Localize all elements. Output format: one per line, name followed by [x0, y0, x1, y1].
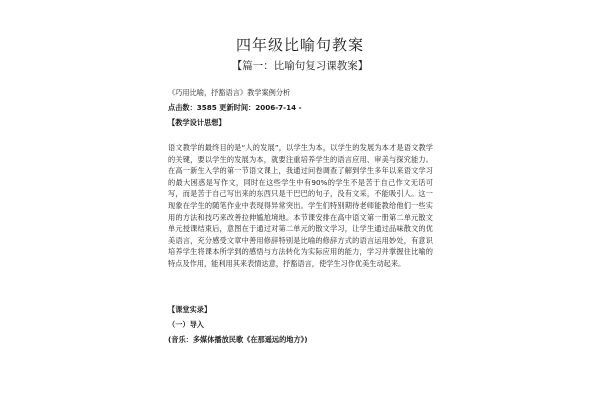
document-subtitle: 【篇一：比喻句复习课教案】 [231, 60, 369, 72]
step-one-heading: （一）导入 [168, 320, 204, 329]
music-line: (音乐：多媒体播放民歌《在那遥远的地方》) [168, 335, 308, 344]
meta-line: 点击数：3585 更新时间：2006-7-14 - [168, 103, 302, 112]
document-title: 四年级比喻句教案 [235, 36, 364, 54]
case-title: 《巧用比喻，抒豁语言》教学案例分析 [168, 88, 291, 97]
design-heading: 【教学设计思想】 [168, 118, 226, 127]
lesson-heading: 【课堂实录】 [168, 305, 212, 314]
body-paragraph: 语文教学的最终目的是“人的发展”，以学生为本，以学生的发展为本才是语文教学的关键，要以学生的发展为本，就要注重培养学生的语言应用、审美与探究能力。在高一新生入学的第一节语文课上，我通过问卷调查了解到学生多年以来语文学习的最大困惑是写作文，同时在这些学生中有90%的学生不是苦于自己作文无话可写，而是苦于自己写出来的东西只是干巴巴的句子，没有文采，不能吸引人。这一现象在学生的随笔作业中表现得异常突出。学生们特别期待老师能教给他们一些实用的方法和技巧来改善拉伸尴尬境地。本节课安排在高中语文第一册第二单元散文单元授课结束后，意图在于通过对第二单元的散文学习，让学生通过品味散文的优美语言，充分感受文章中善用修辞特别是比喻的修辞方式的语言运用妙处，有意识培养学生将课本所学到的感悟与方法转化为实际应用的能力，学习并掌握住比喻的特点及作用，能利用其来表情达意，抒豁语言，使学生习作优美生动起来。 [168, 143, 433, 268]
